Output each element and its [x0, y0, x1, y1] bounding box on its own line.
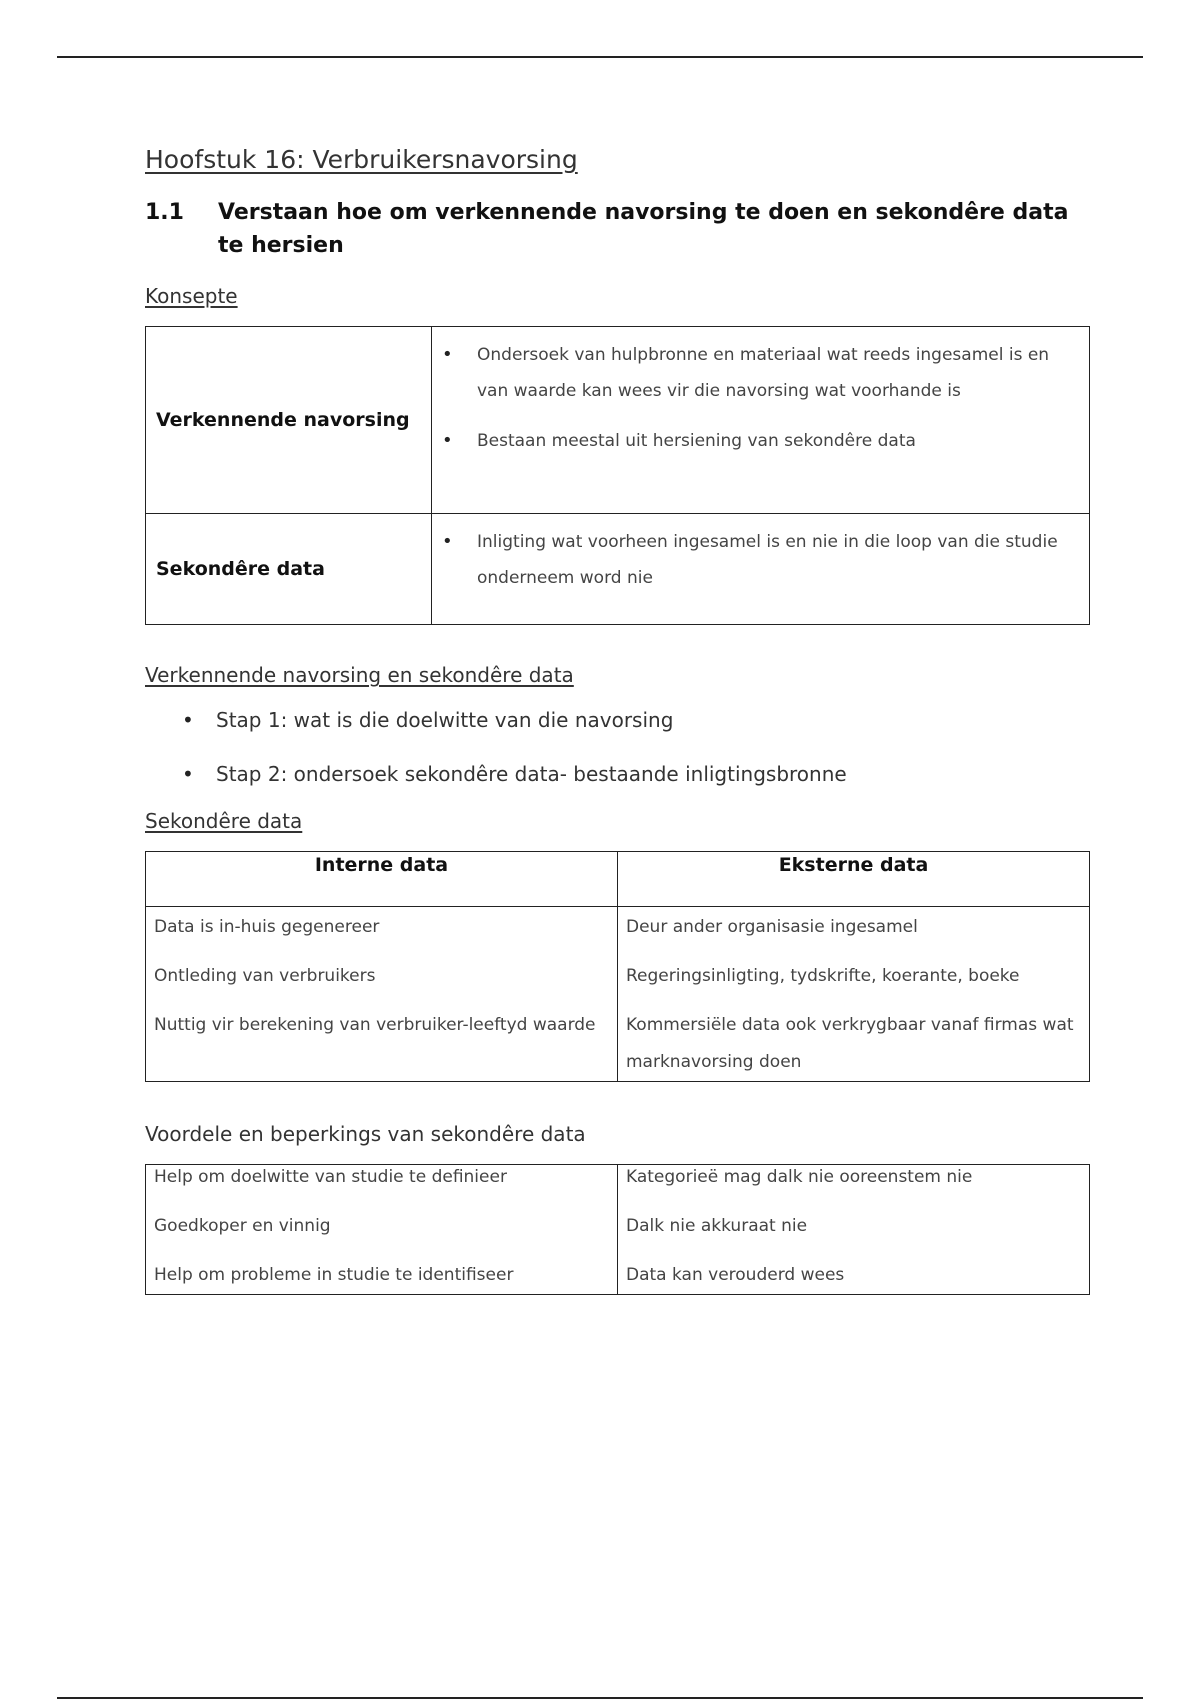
secondary-data-heading: Sekondêre data [145, 809, 303, 833]
list-item: Deur ander organisasie ingesamel [626, 917, 918, 937]
column-header-internal: Interne data [146, 852, 618, 907]
list-item: Kommersiële data ook verkrygbaar vanaf firmas wat marknavorsing doen [626, 1015, 1074, 1072]
top-rule [57, 56, 1143, 58]
concept-term: Verkennende navorsing [146, 327, 432, 514]
limitations-cell [618, 1165, 1090, 1295]
list-item: Ontleding van verbruikers [154, 966, 376, 986]
concepts-heading: Konsepte [145, 284, 238, 308]
list-item: Goedkoper en vinnig [154, 1216, 331, 1236]
section-heading [145, 196, 1090, 262]
column-header-external: Eksterne data [618, 852, 1090, 907]
list-item: • Bestaan meestal uit hersiening van sekondêre data [442, 423, 1075, 459]
exploratory-heading: Verkennende navorsing en sekondêre data [145, 663, 574, 687]
concepts-table [145, 326, 1090, 625]
list-item: Dalk nie akkuraat nie [626, 1216, 808, 1236]
steps-list [145, 705, 1090, 789]
table-row [146, 327, 1090, 514]
table-row [146, 1165, 1090, 1295]
list-item: Help om doelwitte van studie te definieer [154, 1167, 507, 1187]
section-number: 1.1 [145, 200, 184, 225]
pros-cons-heading: Voordele en beperkings van sekondêre data [145, 1122, 586, 1146]
chapter-title: Hoofstuk 16: Verbruikersnavorsing [145, 145, 578, 174]
list-item: Kategorieë mag dalk nie ooreenstem nie [626, 1167, 973, 1187]
list-item: Nuttig vir berekening van verbruiker-leeftyd waarde [154, 1015, 596, 1035]
table-row [146, 514, 1090, 625]
table-header-row [146, 852, 1090, 907]
list-item: Regeringsinligting, tydskrifte, koerante, boeke [626, 966, 1020, 986]
list-item: • Inligting wat voorheen ingesamel is en nie in die loop van die studie onderneem word nie [442, 524, 1075, 596]
pros-cons-table [145, 1164, 1090, 1295]
list-item: Help om probleme in studie te identifiseer [154, 1265, 514, 1285]
external-data-cell [618, 907, 1090, 1082]
internal-data-cell [146, 907, 618, 1082]
list-item: • Stap 2: ondersoek sekondêre data- bestaande inligtingsbronne [182, 759, 1090, 789]
concept-definition [432, 514, 1090, 625]
list-item: • Ondersoek van hulpbronne en materiaal wat reeds ingesamel is en van waarde kan wees vir die navorsing wat voorhande is [442, 337, 1075, 409]
list-item: Data is in-huis gegenereer [154, 917, 380, 937]
bottom-rule [57, 1697, 1143, 1699]
concept-term: Sekondêre data [146, 514, 432, 625]
list-item: • Stap 1: wat is die doelwitte van die navorsing [182, 705, 1090, 735]
section-title: Verstaan hoe om verkennende navorsing te doen en sekondêre data te hersien [218, 200, 1069, 258]
advantages-cell [146, 1165, 618, 1295]
list-item: Data kan verouderd wees [626, 1265, 845, 1285]
concept-definition [432, 327, 1090, 514]
document-body [145, 145, 1090, 1295]
secondary-data-table [145, 851, 1090, 1082]
table-row [146, 907, 1090, 1082]
